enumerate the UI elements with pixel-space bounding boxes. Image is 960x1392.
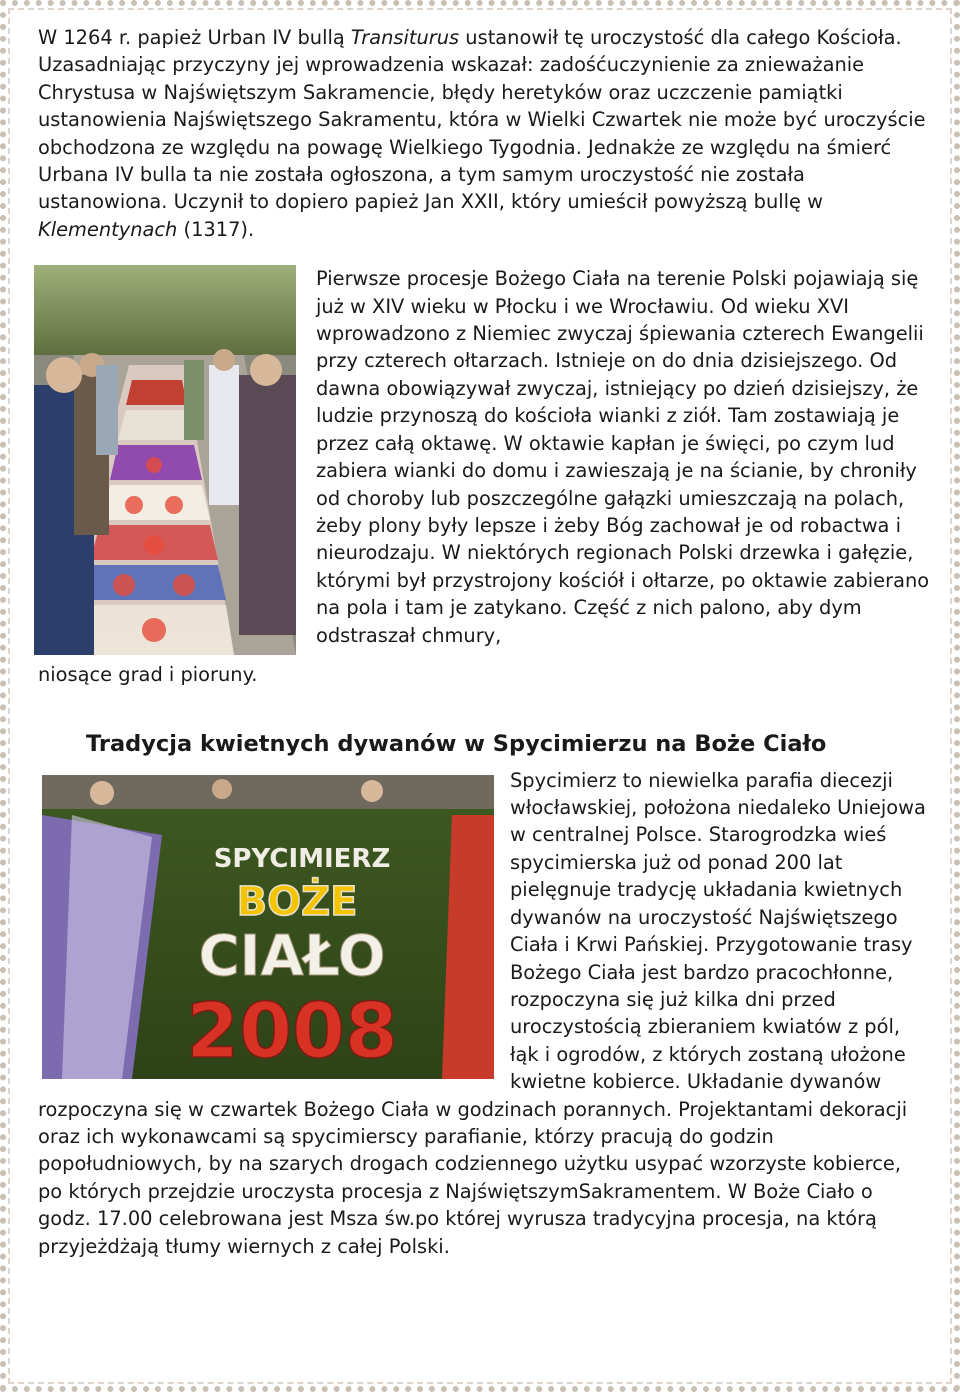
italic-title-klementyny: Klementynach (38, 217, 178, 241)
paragraph-spycimierz: Spycimierz to niewielka parafia diecezji włocławskiej, położona niedaleko Uniejowa w centralnej Polsce. Starogrodzka wieś spycimierska już od ponad 200 lat pielęgnuje tradycję układania kwietnych dywanów na uroczystość Najświętszego Ciała i Krwi Pańskiej. Przygotowanie trasy Bożego Ciała jest bardzo pracochłonne, rozpoczyna się już kilka dni przed uroczystością zbieraniem kwiatów z pól, łąk i ogrodów, z których zostaną ułożone kwietne kobierce. Układanie dywanów rozpoczyna się w czwartek Bożego Ciała w godzinach porannych. Projektantami dekoracji oraz ich wykonawcami są spycimierscy parafianie, którzy pracują do godzin popołudniowych, by na szarych drogach codziennego użytku usypać wzorzyste kobierce, po których przejdzie uroczysta procesja z NajświętszymSakramentem. W Boże Ciało o godz. 17.00 celebrowana jest Msza św.po której wyrusza tradycyjna procesja, na którą przyjeżdżają tłumy wiernych z całej Polski. (38, 768, 926, 1258)
carpet-text-boze: BOŻE (236, 878, 358, 925)
text-run: (1317). (177, 217, 255, 241)
flower-carpet-photo-image (42, 775, 494, 1079)
paragraph-history (38, 24, 930, 243)
paragraph-processions: Pierwsze procesje Bożego Ciała na terenie Polski pojawiają się już w XIV wieku w Płocku i we Wrocławiu. Od wieku XVI wprowadzono z Niemiec zwyczaj śpiewania czterech Ewangelii przy czterech ołtarzach. Istnieje on do dnia dzisiejszego. Od dawna obowiązywał zwyczaj, istniejący po dzień dzisiejszy, że ludzie przynoszą do kościoła wianki z ziół. Tam zostawiają je przez całą oktawę. W oktawie kapłan je święci, po czym lud zabiera wianki do domu i zawieszają je na ścianie, by chroniły od choroby lub poszczególne gałązki umieszczają na polach, żeby plony były lepsze i żeby Bóg zachował je od robactwa i nieurodzaju. W niektórych regionach Polski drzewka i gałęzie, którymi był przystrojony kościół i ołtarze, po oktawie zabierano na pola i tam je zatykano. Część z nich palono, aby dym odstraszał chmury, (316, 267, 930, 647)
procession-photo-image (34, 265, 296, 655)
section-heading: Tradycja kwietnych dywanów w Spycimierzu na Boże Ciało (86, 730, 827, 757)
carpet-text-cialo: CIAŁO (198, 923, 386, 989)
photo-flower-carpet-spycimierz (42, 775, 494, 1079)
section-processions (302, 265, 930, 649)
paragraph-processions-tail: niosące grad i pioruny. (38, 663, 258, 687)
document-page (38, 24, 930, 1260)
photo-procession-carpet (34, 265, 296, 655)
text-run: ustanowił tę uroczystość dla całego Kościoła. Uzasadniając przyczyny jej wprowadzenia wskazał: zadośćuczynienie za znieważanie Chrystusa w Najświętszym Sakramencie, błędy heretyków oraz uczczenie pamiątki ustanowienia Najświętszego Sakramentu, która w Wielki Czwartek nie może być uroczyście obchodzona ze względu na powagę Wielkiego Tygodnia. Jednakże ze względu na śmierć Urbana IV bulla ta nie została ogłoszona, a tym samym uroczystość nie została ustanowiona. Uczynił to dopiero papież Jan XXII, który umieścił powyższą bullę w (38, 26, 926, 214)
carpet-text-year: 2008 (186, 985, 398, 1075)
text-run: W 1264 r. papież Urban IV bullą (38, 26, 351, 49)
carpet-text-spycimierz: SPYCIMIERZ (213, 843, 391, 874)
italic-title-transiturus: Transiturus (350, 26, 460, 49)
